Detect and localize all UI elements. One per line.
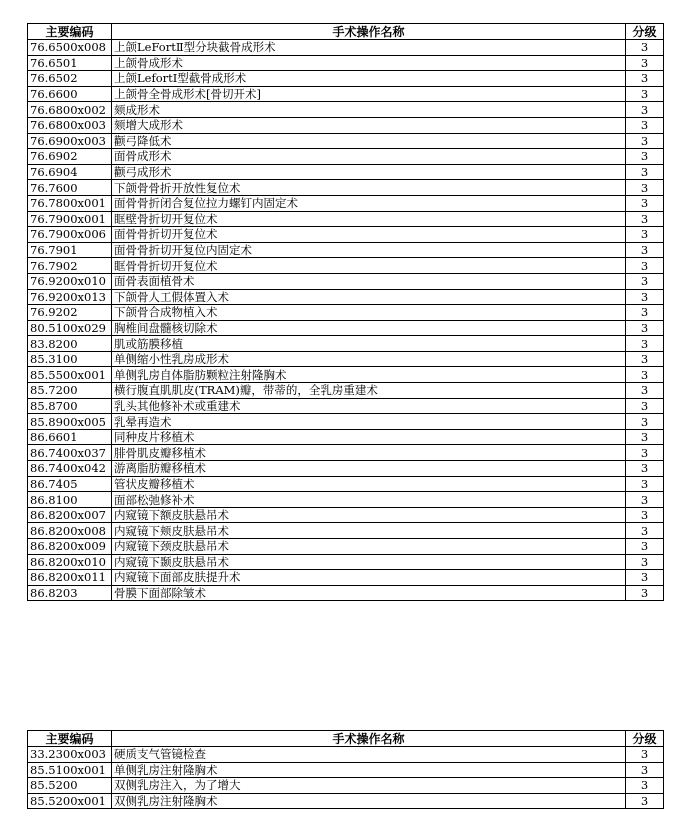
table-row	[28, 336, 664, 352]
grade-cell: 3	[626, 554, 664, 570]
procedure-name-cell: 内窥镜下颞皮肤悬吊术	[112, 554, 626, 570]
header-name: 手术操作名称	[112, 24, 626, 40]
grade-cell: 3	[626, 585, 664, 601]
procedure-name-cell: 单侧乳房注射隆胸术	[112, 762, 626, 778]
grade-cell: 3	[626, 289, 664, 305]
table-row	[28, 367, 664, 383]
procedure-name-cell: 腓骨肌皮瓣移植术	[112, 445, 626, 461]
procedure-name-cell: 同种皮片移植术	[112, 429, 626, 445]
procedure-name-cell: 双侧乳房注射隆胸术	[112, 793, 626, 809]
table-row	[28, 55, 664, 71]
procedure-name-cell: 单侧乳房自体脂肪颗粒注射隆胸术	[112, 367, 626, 383]
code-cell: 85.5500x001	[28, 367, 112, 383]
procedure-name-cell: 横行腹直肌肌皮(TRAM)瓣，带蒂的，全乳房重建术	[112, 383, 626, 399]
procedure-name-cell: 乳晕再造术	[112, 414, 626, 430]
grade-cell: 3	[626, 383, 664, 399]
table-row	[28, 762, 664, 778]
code-cell: 86.7400x037	[28, 445, 112, 461]
header-grade: 分级	[626, 24, 664, 40]
code-cell: 76.7900x001	[28, 211, 112, 227]
grade-cell: 3	[626, 40, 664, 56]
table-row	[28, 351, 664, 367]
table-row	[28, 242, 664, 258]
procedure-name-cell: 硬质支气管镜检查	[112, 747, 626, 763]
table-row	[28, 585, 664, 601]
table-row	[28, 195, 664, 211]
table-row	[28, 383, 664, 399]
table-row	[28, 793, 664, 809]
grade-cell: 3	[626, 102, 664, 118]
procedure-name-cell: 单侧缩小性乳房成形术	[112, 351, 626, 367]
procedure-name-cell: 上颌LefortⅠ型截骨成形术	[112, 71, 626, 87]
grade-cell: 3	[626, 398, 664, 414]
procedure-name-cell: 乳头其他修补术或重建术	[112, 398, 626, 414]
code-cell: 76.7800x001	[28, 195, 112, 211]
procedure-name-cell: 颧弓降低术	[112, 133, 626, 149]
table-row	[28, 492, 664, 508]
grade-cell: 3	[626, 762, 664, 778]
grade-cell: 3	[626, 180, 664, 196]
table-row	[28, 86, 664, 102]
code-cell: 85.7200	[28, 383, 112, 399]
table-row	[28, 289, 664, 305]
grade-cell: 3	[626, 793, 664, 809]
table-row	[28, 273, 664, 289]
table-row	[28, 320, 664, 336]
code-cell: 86.8100	[28, 492, 112, 508]
grade-cell: 3	[626, 445, 664, 461]
procedure-name-cell: 面骨成形术	[112, 149, 626, 165]
grade-cell: 3	[626, 258, 664, 274]
procedure-name-cell: 面骨骨折切开复位内固定术	[112, 242, 626, 258]
procedure-name-cell: 内窥镜下颈皮肤悬吊术	[112, 539, 626, 555]
procedure-name-cell: 眶壁骨折切开复位术	[112, 211, 626, 227]
code-cell: 86.8200x007	[28, 507, 112, 523]
grade-cell: 3	[626, 149, 664, 165]
code-cell: 86.8200x011	[28, 570, 112, 586]
code-cell: 76.6904	[28, 164, 112, 180]
procedure-name-cell: 面部松弛修补术	[112, 492, 626, 508]
grade-cell: 3	[626, 320, 664, 336]
grade-cell: 3	[626, 117, 664, 133]
procedure-name-cell: 眶骨骨折切开复位术	[112, 258, 626, 274]
table-row	[28, 149, 664, 165]
procedure-name-cell: 内窥镜下额皮肤悬吊术	[112, 507, 626, 523]
code-cell: 86.6601	[28, 429, 112, 445]
procedure-name-cell: 管状皮瓣移植术	[112, 476, 626, 492]
table-row	[28, 133, 664, 149]
code-cell: 80.5100x029	[28, 320, 112, 336]
table-row	[28, 507, 664, 523]
procedure-name-cell: 面骨表面植骨术	[112, 273, 626, 289]
table-row	[28, 523, 664, 539]
code-cell: 76.9202	[28, 305, 112, 321]
code-cell: 85.3100	[28, 351, 112, 367]
table-row	[28, 398, 664, 414]
code-cell: 85.5200	[28, 778, 112, 794]
code-cell: 85.8900x005	[28, 414, 112, 430]
code-cell: 76.7901	[28, 242, 112, 258]
code-cell: 76.6502	[28, 71, 112, 87]
header-name: 手术操作名称	[112, 731, 626, 747]
procedure-name-cell: 颧弓成形术	[112, 164, 626, 180]
code-cell: 76.6900x003	[28, 133, 112, 149]
procedure-table-1	[27, 23, 664, 601]
grade-cell: 3	[626, 778, 664, 794]
procedure-table-2	[27, 730, 664, 809]
grade-cell: 3	[626, 461, 664, 477]
table-row	[28, 461, 664, 477]
code-cell: 33.2300x003	[28, 747, 112, 763]
grade-cell: 3	[626, 507, 664, 523]
table-row	[28, 305, 664, 321]
table-row	[28, 476, 664, 492]
procedure-name-cell: 颏成形术	[112, 102, 626, 118]
code-cell: 76.6501	[28, 55, 112, 71]
procedure-name-cell: 上颌骨全骨成形术[骨切开术]	[112, 86, 626, 102]
code-cell: 85.5200x001	[28, 793, 112, 809]
grade-cell: 3	[626, 336, 664, 352]
procedure-name-cell: 面骨骨折切开复位术	[112, 227, 626, 243]
table-row	[28, 539, 664, 555]
grade-cell: 3	[626, 227, 664, 243]
code-cell: 86.8200x009	[28, 539, 112, 555]
grade-cell: 3	[626, 429, 664, 445]
table-row	[28, 747, 664, 763]
procedure-name-cell: 游离脂肪瓣移植术	[112, 461, 626, 477]
code-cell: 76.9200x013	[28, 289, 112, 305]
table-row	[28, 71, 664, 87]
grade-cell: 3	[626, 414, 664, 430]
grade-cell: 3	[626, 367, 664, 383]
grade-cell: 3	[626, 273, 664, 289]
code-cell: 86.7400x042	[28, 461, 112, 477]
procedure-name-cell: 骨膜下面部除皱术	[112, 585, 626, 601]
procedure-name-cell: 上颌骨成形术	[112, 55, 626, 71]
grade-cell: 3	[626, 476, 664, 492]
code-cell: 76.9200x010	[28, 273, 112, 289]
grade-cell: 3	[626, 55, 664, 71]
table-row	[28, 211, 664, 227]
grade-cell: 3	[626, 305, 664, 321]
table-row	[28, 40, 664, 56]
code-cell: 86.8203	[28, 585, 112, 601]
code-cell: 76.6902	[28, 149, 112, 165]
code-cell: 76.6800x003	[28, 117, 112, 133]
code-cell: 76.7600	[28, 180, 112, 196]
grade-cell: 3	[626, 133, 664, 149]
grade-cell: 3	[626, 86, 664, 102]
header-code: 主要编码	[28, 731, 112, 747]
procedure-name-cell: 上颌LeFortⅡ型分块截骨成形术	[112, 40, 626, 56]
table-row	[28, 570, 664, 586]
procedure-name-cell: 面骨骨折闭合复位拉力螺钉内固定术	[112, 195, 626, 211]
grade-cell: 3	[626, 570, 664, 586]
grade-cell: 3	[626, 71, 664, 87]
grade-cell: 3	[626, 242, 664, 258]
grade-cell: 3	[626, 523, 664, 539]
code-cell: 86.7405	[28, 476, 112, 492]
table-row	[28, 102, 664, 118]
code-cell: 76.7902	[28, 258, 112, 274]
grade-cell: 3	[626, 164, 664, 180]
table-row	[28, 164, 664, 180]
grade-cell: 3	[626, 211, 664, 227]
grade-cell: 3	[626, 351, 664, 367]
grade-cell: 3	[626, 492, 664, 508]
code-cell: 76.6600	[28, 86, 112, 102]
table-row	[28, 227, 664, 243]
header-grade: 分级	[626, 731, 664, 747]
table-row	[28, 258, 664, 274]
header-code: 主要编码	[28, 24, 112, 40]
procedure-name-cell: 胸椎间盘髓核切除术	[112, 320, 626, 336]
procedure-name-cell: 下颌骨合成物植入术	[112, 305, 626, 321]
code-cell: 76.6800x002	[28, 102, 112, 118]
table-row	[28, 414, 664, 430]
table-row	[28, 117, 664, 133]
table-row	[28, 554, 664, 570]
code-cell: 85.8700	[28, 398, 112, 414]
procedure-name-cell: 双侧乳房注入，为了增大	[112, 778, 626, 794]
grade-cell: 3	[626, 539, 664, 555]
table-row	[28, 180, 664, 196]
code-cell: 76.7900x006	[28, 227, 112, 243]
code-cell: 86.8200x008	[28, 523, 112, 539]
code-cell: 83.8200	[28, 336, 112, 352]
table-header-row	[28, 731, 664, 747]
procedure-name-cell: 下颌骨人工假体置入术	[112, 289, 626, 305]
grade-cell: 3	[626, 747, 664, 763]
grade-cell: 3	[626, 195, 664, 211]
code-cell: 76.6500x008	[28, 40, 112, 56]
procedure-name-cell: 颏增大成形术	[112, 117, 626, 133]
code-cell: 85.5100x001	[28, 762, 112, 778]
code-cell: 86.8200x010	[28, 554, 112, 570]
procedure-name-cell: 肌或筋膜移植	[112, 336, 626, 352]
table-row	[28, 429, 664, 445]
table-header-row	[28, 24, 664, 40]
procedure-name-cell: 内窥镜下颊皮肤悬吊术	[112, 523, 626, 539]
procedure-name-cell: 内窥镜下面部皮肤提升术	[112, 570, 626, 586]
procedure-name-cell: 下颌骨骨折开放性复位术	[112, 180, 626, 196]
table-row	[28, 445, 664, 461]
table-row	[28, 778, 664, 794]
